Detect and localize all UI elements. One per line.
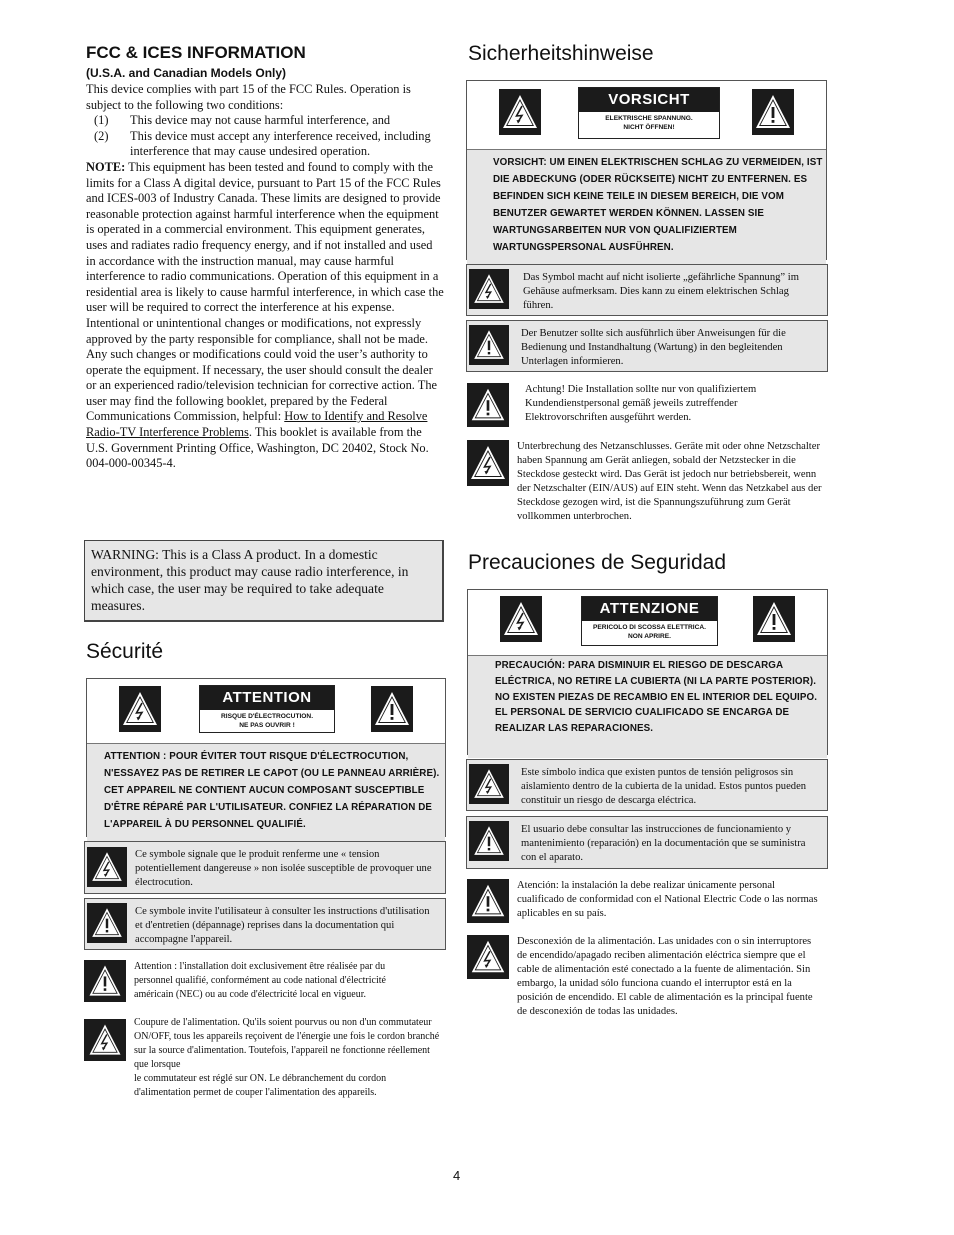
note-label: NOTE: xyxy=(86,159,126,174)
condition-text: This device may not cause harmful interference, and xyxy=(130,113,391,128)
caution-panel-de xyxy=(466,80,827,260)
notice-row xyxy=(467,879,827,923)
fcc-subheading: (U.S.A. and Canadian Models Only) xyxy=(86,66,287,80)
caution-label-head: ATTENZIONE xyxy=(582,597,717,621)
lightning-bolt-warning-icon xyxy=(469,764,509,804)
exclamation-warning-icon xyxy=(84,960,126,1002)
lightning-bolt-warning-icon xyxy=(87,847,127,887)
caution-label-head: ATTENTION xyxy=(200,686,334,710)
caution-label-head: VORSICHT xyxy=(579,88,719,112)
exclamation-warning-icon xyxy=(87,903,127,943)
caution-label-sub: ELEKTRISCHE SPANNUNG. NICHT ÖFFNEN! xyxy=(605,115,693,131)
lightning-bolt-warning-icon xyxy=(469,269,509,309)
caution-text: VORSICHT: UM EINEN ELEKTRISCHEN SCHLAG ZU VERMEIDEN, IST DIE ABDECKUNG (ODER RÜCKSEITE) NICHT ZU ENTFERNEN. ES BEFINDEN SICH KEINE TEILE IN DIESEM BEREICH, DIE VOM BENUTZER GEWARTET WERDEN KÖNNEN. LASSEN SIE WARTUNGSARBEITEN NUR VON QUALIFIZIERTEM WARTUNGSPERSONAL AUSFÜHREN. xyxy=(467,150,826,265)
caution-panel-header xyxy=(468,590,827,656)
caution-label xyxy=(581,596,718,646)
booklet-rest: . This booklet is available from the U.S. Government Printing Office, Washington, DC 20402, Stock No. 004-000-00345-4. xyxy=(86,425,429,471)
notice-text: Ce symbole invite l'utilisateur à consulter les instructions d'utilisation et d'entretien (dépannage) reprises dans la documentation qui accompagne l'appareil. xyxy=(135,906,430,945)
caution-panel-header xyxy=(467,81,826,150)
notice-text: Ce symbole signale que le produit renferme une « tension potentiellement dangereuse » non isolée susceptible de provoquer une électrocution. xyxy=(135,849,432,888)
notice-text: Atención: la instalación la debe realizar únicamente personal cualificado de conformidad con el National Electric Code o las normas aplicables en su país. xyxy=(517,880,818,919)
lightning-bolt-warning-icon xyxy=(119,686,161,732)
notice-row xyxy=(84,898,446,950)
notice-row xyxy=(467,440,827,526)
exclamation-warning-icon xyxy=(753,596,795,642)
notice-text: El usuario debe consultar las instrucciones de funcionamiento y mantenimiento (reparación) en la documentación que se suministra con el aparato. xyxy=(521,824,806,863)
lightning-bolt-warning-icon xyxy=(467,935,509,979)
caution-panel-fr xyxy=(86,678,446,837)
fcc-intro: This device complies with part 15 of the FCC Rules. Operation is subject to the following two conditions: xyxy=(86,82,411,112)
fcc-body xyxy=(86,82,444,472)
notice-row xyxy=(84,1016,444,1100)
booklet-title: How to Identify and Resolve Radio-TV Interference Problems xyxy=(86,409,428,440)
exclamation-warning-icon xyxy=(469,821,509,861)
caution-text: PRECAUCIÓN: PARA DISMINUIR EL RIESGO DE DESCARGA ELÉCTRICA, NO RETIRE LA CUBIERTA (NI LA PARTE POSTERIOR). NO EXISTEN PIEZAS DE RECAMBIO EN EL INTERIOR DEL EQUIPO. EL PERSONAL DE SERVICIO CUALIFICADO SE ENCARGA DE REALIZAR LAS REPARACIONES. xyxy=(468,656,827,758)
page-number: 4 xyxy=(453,1168,461,1183)
class-a-warning-box: WARNING: This is a Class A product. In a domestic environment, this product may cause radio interference, in which case, the user may be required to take adequate measures. xyxy=(84,540,444,622)
notice-text: Unterbrechung des Netzanschlusses. Geräte mit oder ohne Netzschalter haben Spannung am Gerät anliegen, sobald der Netzstecker in die Steckdose gesteckt wird. Das Gerät ist jedoch nur betriebsbereit, wenn der Netzschalter (EIN/AUS) auf EIN steht. Wenn das Netzkabel aus der Steckdose gezogen wird, ist die Spannungszuführung zum Gerät vollkommen unterbrochen. xyxy=(517,441,822,522)
notice-text: Der Benutzer sollte sich ausführlich über Anweisungen für die Bedienung und Instandhaltung (Wartung) in den begleitenden Unterlagen informieren. xyxy=(521,328,786,367)
condition-text: This device must accept any interference received, including interference that may cause undesired operation. xyxy=(130,128,431,159)
changes-text: Intentional or unintentional changes or modifications, not expressly approved by the party responsible for compliance, shall not be made. Any such changes or modifications could void the user’s authority to operate the equipment. If necessary, the user should consult the dealer or an experienced radio/television technician for corrective action. The user may find the following booklet, prepared by the Federal Communications Commission, helpful: xyxy=(86,315,438,424)
caution-label xyxy=(578,87,720,139)
section-title-securite: Sécurité xyxy=(86,640,164,663)
notice-row xyxy=(84,960,444,1004)
exclamation-warning-icon xyxy=(371,686,413,732)
notice-text: Desconexión de la alimentación. Las unidades con o sin interruptores de encendido/apagado reciben alimentación eléctrica siempre que el cable de alimentación esté conectado a la fuente de alimentación. Sin embargo, la unidad sólo funciona cuando el interruptor está en la posición de encendido. El cable de alimentación es la principal fuente de desconexión de todas las unidades. xyxy=(517,936,813,1017)
lightning-bolt-warning-icon xyxy=(467,440,509,486)
lightning-bolt-warning-icon xyxy=(499,89,541,135)
notice-text: Das Symbol macht auf nicht isolierte „gefährliche Spannung” im Gehäuse aufmerksam. Dies kann zu einem elektrischen Schlag führen. xyxy=(523,272,799,311)
fcc-note xyxy=(86,160,444,316)
fcc-heading: FCC & ICES INFORMATION xyxy=(86,43,306,62)
exclamation-warning-icon xyxy=(467,879,509,923)
caution-panel-header xyxy=(87,679,445,744)
exclamation-warning-icon xyxy=(469,325,509,365)
lightning-bolt-warning-icon xyxy=(500,596,542,642)
caution-text: ATTENTION : POUR ÉVITER TOUT RISQUE D'ÉLECTROCUTION, N'ESSAYEZ PAS DE RETIRER LE CAPOT (OU LE PANNEAU ARRIÈRE). CET APPAREIL NE CONTIENT AUCUN COMPOSANT SUSCEPTIBLE D'ÊTRE RÉPARÉ PAR L'UTILISATEUR. CONFIEZ LA RÉPARATION DE L'APPAREIL À DU PERSONNEL QUALIFIÉ. xyxy=(87,744,445,842)
section-title-precauciones: Precauciones de Seguridad xyxy=(468,551,727,574)
exclamation-warning-icon xyxy=(752,89,794,135)
caution-panel-es xyxy=(467,589,828,755)
caution-label xyxy=(199,685,335,733)
note-text: This equipment has been tested and found to comply with the limits for a Class A digital device, pursuant to Part 15 of the FCC Rules and ICES-003 of Industry Canada. These limits are designed to provide reasonable protection against harmful interference when the equipment is operated in a commercial environment. This equipment generates, uses and radiates radio frequency energy, and if not installed and used in accordance with the instruction manual, may cause harmful interference to radio communications. Operation of this equipment in a residential area is likely to cause harmful interference, in which case the user will be required to correct the interference at his expense. xyxy=(86,159,444,315)
notice-row xyxy=(467,383,827,427)
notice-text: Attention : l'installation doit exclusivement être réalisée par du personnel qualifié, conformément au code national d'électricité américain (NEC) ou au code d'électricité local en vigueur. xyxy=(134,961,386,1000)
fcc-condition xyxy=(86,113,444,129)
exclamation-warning-icon xyxy=(467,383,509,427)
notice-row xyxy=(466,759,828,811)
condition-number: (2) xyxy=(94,128,109,143)
caution-label-sub: RISQUE D'ÉLECTROCUTION. NE PAS OUVRIR ! xyxy=(220,713,314,729)
fcc-condition xyxy=(86,129,444,160)
notice-row xyxy=(84,841,446,894)
caution-label-sub: PERICOLO DI SCOSSA ELETTRICA. NON APRIRE. xyxy=(593,624,706,640)
fcc-changes xyxy=(86,316,444,472)
lightning-bolt-warning-icon xyxy=(84,1019,126,1061)
notice-text: Achtung! Die Installation sollte nur von qualifiziertem Kundendienstpersonal gemäß jeweils zutreffender Elektrovorschriften ausgeführt werden. xyxy=(525,384,757,423)
notice-text: Este símbolo indica que existen puntos de tensión peligrosos sin aislamiento dentro de la cubierta de la unidad. Estos puntos pueden constituir un riesgo de descarga eléctrica. xyxy=(521,767,807,806)
section-title-sicherheitshinweise: Sicherheitshinweise xyxy=(468,42,654,65)
notice-row xyxy=(467,935,827,1035)
notice-row xyxy=(466,264,828,316)
condition-number: (1) xyxy=(94,113,109,128)
notice-row xyxy=(466,816,828,869)
notice-text: Coupure de l'alimentation. Qu'ils soient pourvus ou non d'un commutateur ON/OFF, tous les appareils reçoivent de l'énergie une fois le cordon branché sur la source d'alimentation. Toutefois, l'appareil ne fonctionne réellement que lorsque le commutateur est réglé sur ON. Le débranchement du cordon d'alimentation permet de couper l'alimentation des appareils. xyxy=(134,1017,440,1098)
notice-row xyxy=(466,320,828,372)
